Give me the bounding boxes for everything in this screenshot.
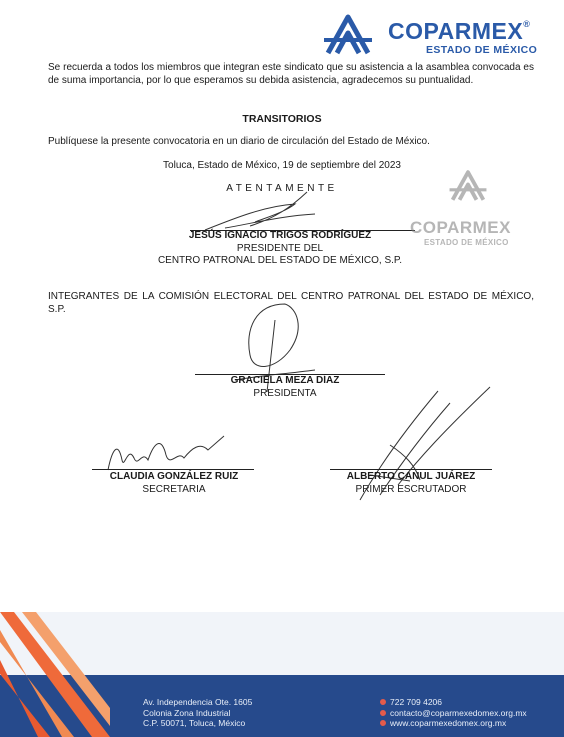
scrutineer-signature-line	[330, 469, 492, 470]
scrutineer-name: ALBERTO CANUL JUÁREZ	[346, 471, 476, 482]
secretary-block	[90, 471, 258, 496]
closing-text: ATENTAMENTE	[226, 183, 338, 194]
commission-president-role: PRESIDENTA	[253, 387, 317, 399]
stamp-emblem-icon	[448, 168, 488, 204]
coparmex-emblem-icon	[322, 12, 374, 58]
secretary-name: CLAUDIA GONZÁLEZ RUIZ	[109, 471, 239, 482]
brand-subtitle: ESTADO DE MÉXICO	[426, 44, 538, 56]
stamp-subtitle: ESTADO DE MÉXICO	[424, 238, 509, 247]
web-text: www.coparmexedomex.org.mx	[390, 718, 507, 728]
president-role-line2: CENTRO PATRONAL DEL ESTADO DE MÉXICO, S.P.	[157, 255, 403, 266]
address-line: Av. Independencia Ote. 1605	[143, 697, 253, 707]
footer-address	[143, 697, 252, 729]
secretary-signature-line	[92, 469, 254, 470]
footer-stripes-decoration	[0, 612, 110, 737]
web-icon	[380, 720, 386, 726]
address-line: C.P. 50071, Toluca, México	[143, 718, 246, 728]
email-text: contacto@coparmexedomex.org.mx	[390, 707, 527, 718]
coparmex-stamp	[410, 168, 530, 250]
footer-contacts	[380, 697, 527, 729]
stamp-brand: COPARMEX	[410, 218, 511, 237]
publication-paragraph: Publíquese la presente convocatoria en un diario de circulación del Estado de México.	[48, 136, 430, 147]
president-name: JESÚS IGNACIO TRIGOS RODRÍGUEZ	[188, 230, 372, 241]
scrutineer-block	[330, 471, 492, 496]
coparmex-logo	[322, 12, 548, 58]
commission-president-name: GRACIELA MEZA DÍAZ	[230, 375, 340, 386]
place-date: Toluca, Estado de México, 19 de septiembre del 2023	[163, 160, 401, 171]
contact-email[interactable]	[380, 708, 527, 719]
email-icon	[380, 710, 386, 716]
contact-phone[interactable]	[380, 697, 527, 708]
president-role-line1: PRESIDENTE DEL	[236, 242, 324, 254]
president-signature-block	[120, 230, 440, 268]
brand-name: COPARMEX®	[388, 18, 531, 44]
contact-web[interactable]	[380, 718, 527, 729]
secretary-role: SECRETARIA	[142, 483, 206, 495]
scrutineer-role: PRIMER ESCRUTADOR	[355, 483, 467, 495]
phone-icon	[380, 699, 386, 705]
phone-text: 722 709 4206	[390, 697, 442, 707]
address-line: Colonia Zona Industrial	[143, 707, 231, 718]
intro-paragraph: Se recuerda a todos los miembros que integran este sindicato que su asistencia a la asamblea convocada es de suma importancia, por lo que esperamos su debida asistencia, agradecemos su puntualidad.	[48, 62, 534, 86]
section-heading: TRANSITORIOS	[242, 113, 322, 125]
commission-title: INTEGRANTES DE LA COMISIÓN ELECTORAL DEL CENTRO PATRONAL DEL ESTADO DE MÉXICO, S.P.	[48, 291, 534, 315]
